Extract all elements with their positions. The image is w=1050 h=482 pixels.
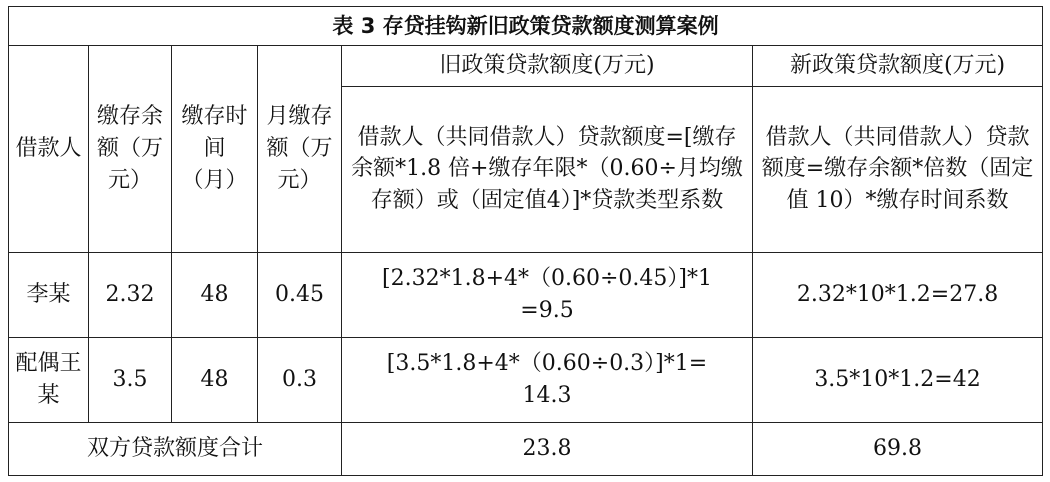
header-new-policy: 新政策贷款额度(万元) [753,45,1043,87]
total-label: 双方贷款额度合计 [9,423,342,476]
row-old-policy-amount: [2.32*1.8+4*（0.60÷0.45）]*1=9.5 [342,252,753,337]
row-deposit-balance: 2.32 [89,252,172,337]
table-row [9,252,1043,337]
table-caption: 表 3 存贷挂钩新旧政策贷款额度测算案例 [9,7,1043,46]
row-old-policy-amount: [3.5*1.8+4*（0.60÷0.3）]*1=14.3 [342,337,753,422]
header-deposit-balance: 缴存余额（万元） [89,45,172,252]
row-deposit-time: 48 [172,337,258,422]
old-policy-formula: 借款人（共同借款人）贷款额度=[缴存余额*1.8 倍+缴存年限*（0.60÷月均缴存额）或（固定值4）]*贷款类型系数 [342,87,753,252]
row-borrower-name: 李某 [9,252,89,337]
row-deposit-balance: 3.5 [89,337,172,422]
header-monthly-deposit: 月缴存额（万元） [258,45,342,252]
total-old-amount: 23.8 [342,423,753,476]
row-new-policy-amount: 2.32*10*1.2=27.8 [753,252,1043,337]
total-new-amount: 69.8 [753,423,1043,476]
table-row [9,337,1043,422]
row-monthly-deposit: 0.3 [258,337,342,422]
header-old-policy: 旧政策贷款额度(万元) [342,45,753,87]
header-borrower: 借款人 [9,45,89,252]
loan-calculation-table [8,6,1043,476]
row-monthly-deposit: 0.45 [258,252,342,337]
header-deposit-time: 缴存时间（月） [172,45,258,252]
row-borrower-name: 配偶王某 [9,337,89,422]
row-deposit-time: 48 [172,252,258,337]
row-new-policy-amount: 3.5*10*1.2=42 [753,337,1043,422]
total-row [9,423,1043,476]
new-policy-formula: 借款人（共同借款人）贷款额度=缴存余额*倍数（固定值 10）*缴存时间系数 [753,87,1043,252]
